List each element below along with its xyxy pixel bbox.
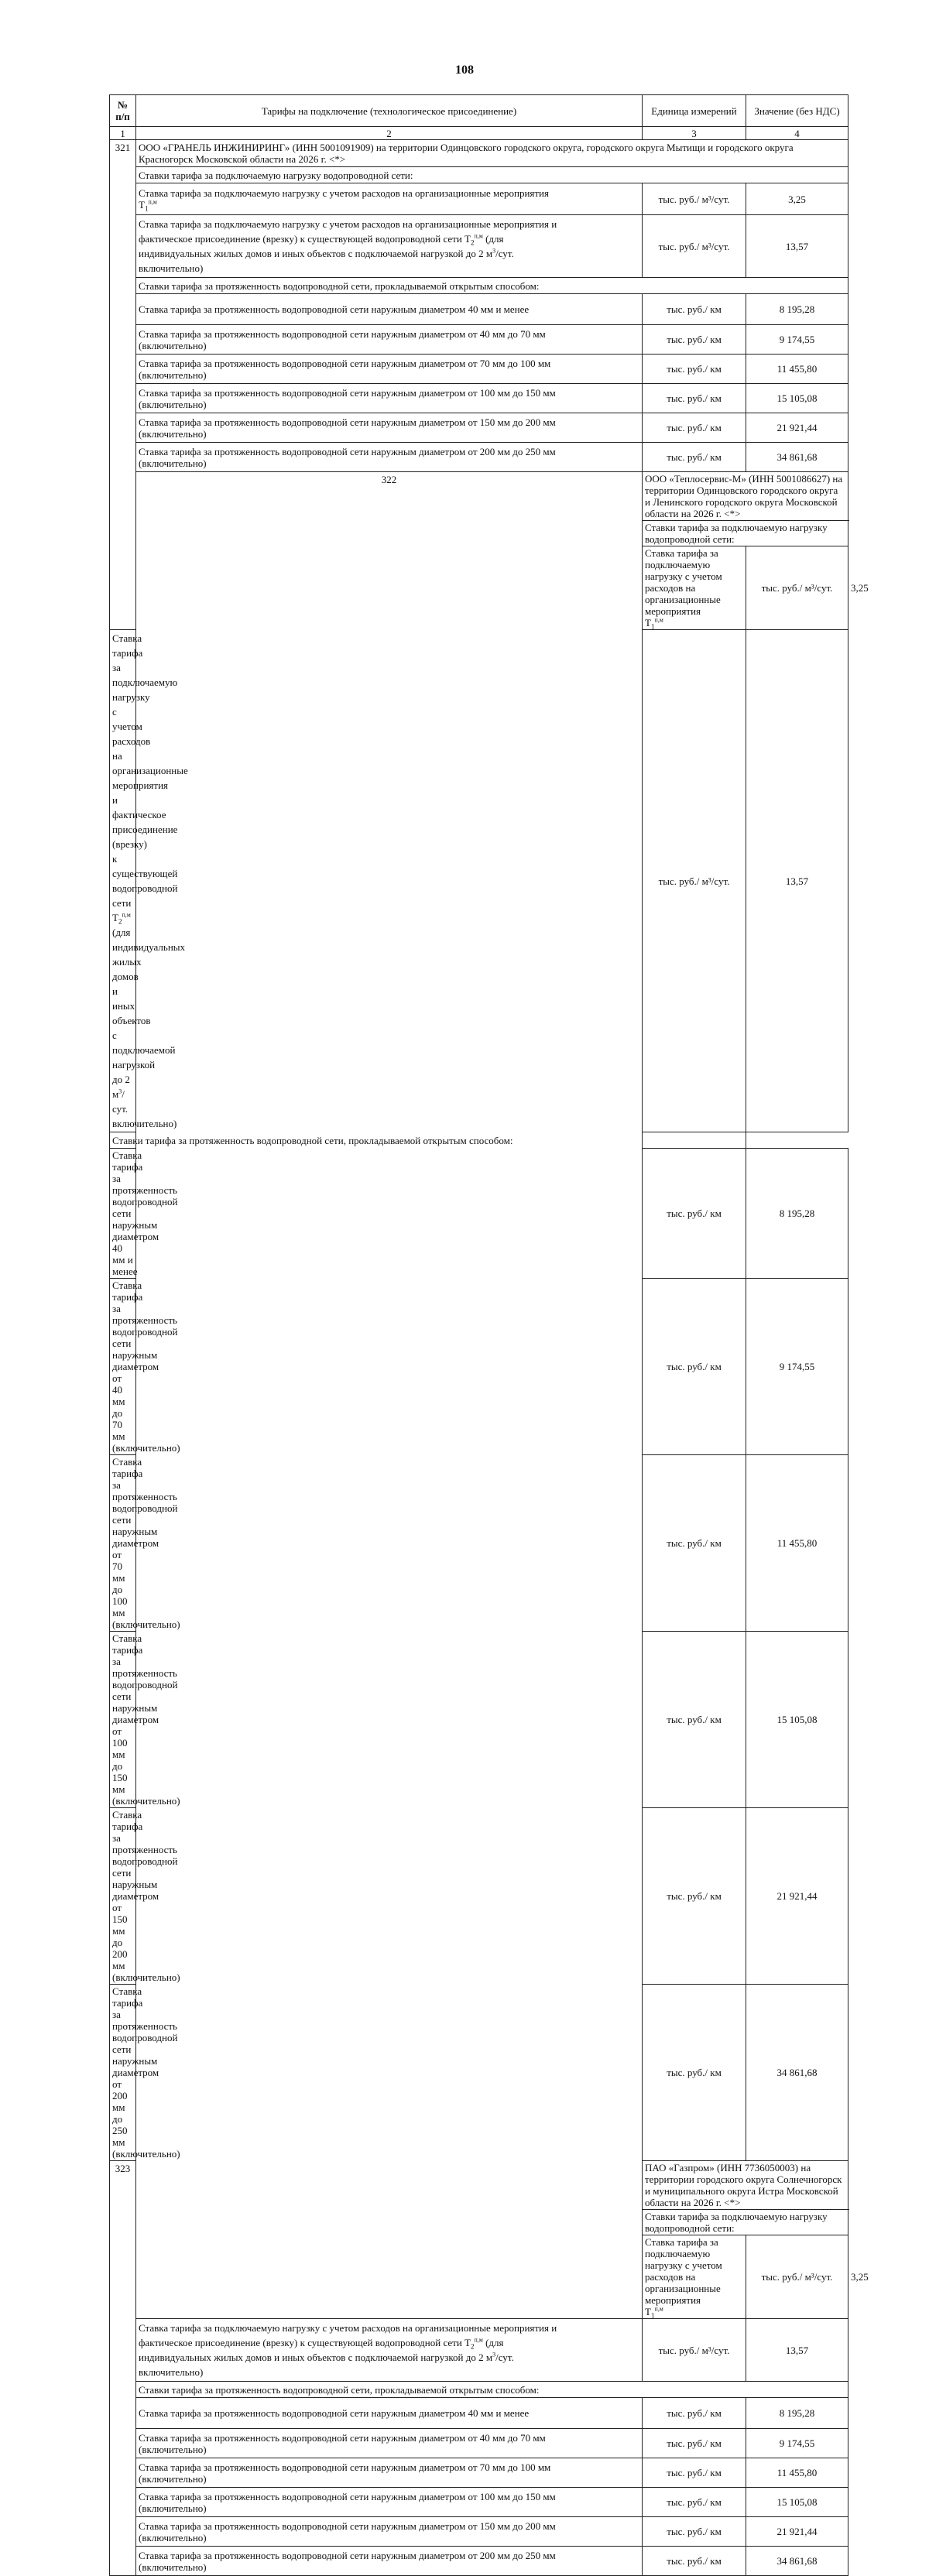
rate-unit: тыс. руб./ м³/сут. [746,546,848,630]
rate-text: Ставка тарифа за протяженность водопроводной сети наружным диаметром от 200 мм до 250 мм [139,445,556,457]
table-row: Ставка тарифа за подключаемую нагрузку с учетом расходов на организационные мероприятия $T_1^{п,м}$ тыс. руб./ м³/сут. 3,25 [110,546,848,630]
rate-text-part: (для [482,2337,504,2348]
rate-text: Ставка тарифа за протяженность водопроводной сети наружным диаметром от 150 мм до 200 мм [139,416,556,428]
rate-name [136,2398,643,2429]
rate-text: Ставка тарифа за протяженность водопроводной сети наружным диаметром от 150 мм до 200 мм [139,2519,556,2532]
rate-value: 21 921,44 [746,2517,848,2547]
table-row [110,2517,848,2547]
rate-text: (включительно) [139,2443,207,2455]
rate-text: Ставка тарифа за подключаемую нагрузку с учетом расходов на организационные мероприятия и [112,632,188,806]
col-index-3: 3 [643,127,746,140]
rate-text: включительно) [139,262,204,274]
rate-text: Ставка тарифа за протяженность водопроводной сети наружным диаметром 40 мм и менее [139,2407,530,2419]
tariff-table [109,94,869,2576]
rate-text: (включительно) [112,1971,180,1983]
rate-name [136,355,643,384]
rate-value: 15 105,08 [746,384,848,413]
rate-text [112,807,178,940]
rate-name [110,1455,180,1632]
rate-value: 8 195,28 [746,2398,848,2429]
rate-text: (включительно) [139,457,207,469]
rate-superscript: п,м [654,616,663,624]
section-heading: Ставки тарифа за подключаемую нагрузку водопроводной сети: [643,521,848,546]
row-number: 321 [110,140,136,630]
rate-value: 8 195,28 [746,294,848,325]
rate-value: 11 455,80 [746,2458,848,2488]
rate-name [643,546,746,630]
rate-text: Ставка тарифа за протяженность водопроводной сети наружным диаметром от 200 мм до 250 мм [139,2549,556,2561]
table-row [110,278,848,294]
rate-text: (включительно) [139,2472,207,2485]
rate-name [110,1279,180,1455]
rate-text-part: /сут. [495,2352,514,2363]
rate-name [110,1985,180,2161]
rate-unit: тыс. руб./ км [643,1279,746,1455]
rate-superscript: п,м [654,2305,663,2313]
rate-text: Ставка тарифа за протяженность водопроводной сети наружным диаметром 40 мм и менее [112,1149,178,1277]
rate-text: Ставка тарифа за протяженность водопроводной сети наружным диаметром от 150 мм до 200 мм [112,1809,178,1971]
rate-unit: тыс. руб./ км [643,384,746,413]
rate-text: Ставка тарифа за протяженность водопроводной сети наружным диаметром от 100 мм до 150 мм [112,1632,178,1795]
rate-text: (включительно) [139,427,207,440]
rate-text: Ставка тарифа за протяженность водопроводной сети наружным диаметром от 70 мм до 100 мм [139,357,551,369]
rate-text: Ставка тарифа за протяженность водопроводной сети наружным диаметром от 40 мм до 70 мм [139,2431,546,2444]
rate-text-part: индивидуальных жилых домов и иных объектов с подключаемой нагрузкой до 2 м [139,2352,493,2363]
rate-text: (включительно) [112,1619,180,1630]
rate-text [139,2350,639,2365]
rate-text: (включительно) [139,2502,207,2514]
rate-name [136,294,643,325]
rate-text: Ставка тарифа за подключаемую нагрузку с учетом расходов на организационные мероприятия [139,187,549,199]
rate-text: Ставка тарифа за протяженность водопроводной сети наружным диаметром от 40 мм до 70 мм [139,327,546,340]
rate-text: Ставка тарифа за подключаемую нагрузку с учетом расходов на организационные мероприятия и [139,2322,557,2334]
rate-unit: тыс. руб./ км [643,2458,746,2488]
rate-superscript: п,м [474,232,483,240]
rate-unit: тыс. руб./ км [643,2517,746,2547]
col-index-2: 2 [136,127,643,140]
rate-text: Ставка тарифа за протяженность водопроводной сети наружным диаметром от 70 мм до 100 мм [139,2461,551,2473]
rate-name [136,183,643,215]
rate-superscript: п,м [122,911,131,919]
table-row [110,2398,848,2429]
rate-unit: тыс. руб./ км [643,325,746,355]
rate-name [136,443,643,472]
col-header-unit: Единица измерений [643,95,746,127]
rate-text: (включительно) [112,1795,180,1807]
rate-name [136,325,643,355]
rate-unit: тыс. руб./ км [643,294,746,325]
col-header-num: № п/п [110,95,136,127]
rate-text: Ставка тарифа за протяженность водопроводной сети наружным диаметром от 200 мм до 250 мм [112,1985,178,2148]
rate-unit: тыс. руб./ км [643,2547,746,2576]
section-heading: Ставки тарифа за подключаемую нагрузку водопроводной сети: [643,2210,848,2235]
rate-text: Ставка тарифа за подключаемую нагрузку с учетом расходов на организационные мероприятия [645,2236,722,2306]
table-row [110,472,848,521]
rate-name [136,215,643,278]
table-header-row [110,95,848,127]
table-body [110,140,869,2576]
rate-text-part: фактическое присоединение (врезку) к существующей водопроводной сети T [139,233,471,245]
table-row [110,2458,848,2488]
organization-name: ООО «Теплосервис-М» (ИНН 5001086627) на территории Одинцовского городского округа и Ленинского городского округа Московской области на 2026 г. <*> [643,472,848,521]
rate-symbol: T [645,2306,651,2317]
table-row [110,443,848,472]
rate-name [136,2429,643,2458]
section-heading: Ставки тарифа за протяженность водопроводной сети, прокладываемой открытым способом: [136,278,848,294]
rate-value: 11 455,80 [746,355,848,384]
rate-unit: тыс. руб./ км [643,1455,746,1632]
rate-superscript: 3 [492,247,496,255]
rate-name [136,2547,643,2576]
table-row [110,167,848,183]
organization-name: ПАО «Газпром» (ИНН 7736050003) на территории городского округа Солнечногорск и муниципального округа Истра Московской области на 2026 г. <*> [643,2161,848,2210]
rate-unit: тыс. руб./ м³/сут. [643,183,746,215]
rate-subscript: 2 [470,2342,475,2351]
col-header-value: Значение (без НДС) [746,95,848,127]
rate-text: (включительно) [139,339,207,351]
rate-text-part: (для [112,927,131,938]
rate-text-part: индивидуальных жилых домов и иных объектов с подключаемой нагрузкой до 2 м [112,941,186,1100]
rate-text: (включительно) [139,398,207,410]
rate-text: Ставка тарифа за подключаемую нагрузку с учетом расходов на организационные мероприятия и [139,218,557,230]
rate-value: 13,57 [746,2319,848,2382]
rate-text [139,231,639,246]
col-index-4: 4 [746,127,848,140]
rate-text: Ставка тарифа за подключаемую нагрузку с учетом расходов на организационные мероприятия [645,547,722,617]
table-row [110,325,848,355]
organization-name: ООО «ГРАНЕЛЬ ИНЖИНИРИНГ» (ИНН 5001091909) на территории Одинцовского городского округа, городского округа Мытищи и городского округа Красногорск Московской области на 2026 г. <*> [136,140,848,167]
rate-text-part: /сут. [495,248,514,259]
rate-text: Ставка тарифа за протяженность водопроводной сети наружным диаметром от 40 мм до 70 мм [112,1279,178,1442]
rate-value: 13,57 [746,630,848,1132]
rate-text: включительно) [112,1118,177,1129]
row-number: 323 [110,2161,136,2576]
rate-text: (включительно) [139,368,207,381]
rate-value: 15 105,08 [746,2488,848,2517]
rate-text [139,2335,639,2350]
rate-name [136,2458,643,2488]
rate-value: 21 921,44 [746,413,848,443]
rate-text: (включительно) [112,2148,180,2160]
rate-text-part: фактическое присоединение (врезку) к существующей водопроводной сети T [139,2337,471,2348]
rate-unit: тыс. руб./ км [643,1632,746,1808]
rate-unit: тыс. руб./ км [643,1808,746,1985]
rate-value: 9 174,55 [746,2429,848,2458]
rate-text: (включительно) [139,2561,207,2573]
rate-name [110,1808,180,1985]
col-header-name: Тарифы на подключение (технологическое присоединение) [136,95,643,127]
section-heading: Ставки тарифа за протяженность водопроводной сети, прокладываемой открытым способом: [110,1132,746,1149]
rate-unit: тыс. руб./ км [643,355,746,384]
rate-symbol: T [139,199,145,211]
col-index-1: 1 [110,127,136,140]
rate-unit: тыс. руб./ м³/сут. [643,630,746,1132]
rate-value: 9 174,55 [746,325,848,355]
rate-value: 9 174,55 [746,1279,848,1455]
rate-name [110,1149,178,1279]
rate-text-part: (для [482,233,504,245]
rate-text [112,940,186,1116]
rate-value: 13,57 [746,215,848,278]
rate-name [136,413,643,443]
rate-name [643,2235,746,2319]
section-heading: Ставки тарифа за протяженность водопроводной сети, прокладываемой открытым способом: [136,2382,848,2398]
rate-unit: тыс. руб./ км [643,413,746,443]
table-row [110,2488,848,2517]
rate-superscript: 3 [118,1088,122,1095]
rate-subscript: 2 [470,238,475,247]
page-number: 108 [455,63,474,77]
table-row: Ставка тарифа за подключаемую нагрузку с учетом расходов на организационные мероприятия $T_1^{п,м}$ тыс. руб./ м³/сут. 3,25 [110,2235,848,2319]
rate-subscript: 1 [650,2311,655,2320]
rate-value: 34 861,68 [746,443,848,472]
rate-subscript: 1 [650,622,655,631]
rate-value: 15 105,08 [746,1632,848,1808]
rate-unit: тыс. руб./ м³/сут. [643,215,746,278]
table-row [110,2429,848,2458]
rate-text: Ставка тарифа за протяженность водопроводной сети наружным диаметром 40 мм и менее [139,303,530,315]
table-row [110,2319,848,2382]
table-row [110,1132,848,1149]
table-row [110,140,848,167]
table-row [110,215,848,278]
rate-unit: тыс. руб./ км [643,1149,746,1279]
table-row [110,2382,848,2398]
rate-unit: тыс. руб./ м³/сут. [643,2319,746,2382]
rate-text [139,246,639,261]
table-index-row [110,127,848,140]
table-row [110,384,848,413]
rate-superscript: п,м [474,2336,483,2344]
rate-name [136,2517,643,2547]
rate-value: 34 861,68 [746,2547,848,2576]
rate-name [136,384,643,413]
rate-superscript: 3 [492,2351,496,2358]
rate-value: 3,25 [746,183,848,215]
rate-name [110,630,188,1132]
rate-subscript: 1 [144,204,149,213]
rate-text: включительно) [139,2366,204,2378]
rate-unit: тыс. руб./ м³/сут. [746,2235,848,2319]
rate-name [110,1632,180,1808]
rate-text-part: индивидуальных жилых домов и иных объектов с подключаемой нагрузкой до 2 м [139,248,493,259]
table-row [110,183,848,215]
rate-unit: тыс. руб./ км [643,1985,746,2161]
rate-superscript: п,м [148,198,157,206]
rate-text-part: /сут. [112,1088,129,1115]
rate-value: 8 195,28 [746,1149,848,1279]
rate-unit: тыс. руб./ км [643,2429,746,2458]
rate-text: Ставка тарифа за протяженность водопроводной сети наружным диаметром от 70 мм до 100 мм [112,1456,178,1619]
rate-text: Ставка тарифа за протяженность водопроводной сети наружным диаметром от 100 мм до 150 мм [139,386,556,399]
row-number: 322 [136,472,643,2319]
rate-text: Ставка тарифа за протяженность водопроводной сети наружным диаметром от 100 мм до 150 мм [139,2490,556,2502]
table-row [110,413,848,443]
rate-subscript: 2 [118,917,122,926]
rate-name [136,2319,643,2382]
rate-name [136,2488,643,2517]
rate-text: (включительно) [112,1442,180,1454]
rate-unit: тыс. руб./ км [643,2398,746,2429]
rate-unit: тыс. руб./ км [643,443,746,472]
rate-value: 11 455,80 [746,1455,848,1632]
table-row [110,294,848,325]
rate-symbol: T [645,617,651,629]
table-row [110,2547,848,2576]
section-heading: Ставки тарифа за подключаемую нагрузку водопроводной сети: [136,167,848,183]
rate-text-part: фактическое присоединение (врезку) к существующей водопроводной сети T [112,809,178,923]
table-row [110,355,848,384]
rate-unit: тыс. руб./ км [643,2488,746,2517]
rate-value: 21 921,44 [746,1808,848,1985]
rate-text: (включительно) [139,2531,207,2543]
rate-value: 34 861,68 [746,1985,848,2161]
